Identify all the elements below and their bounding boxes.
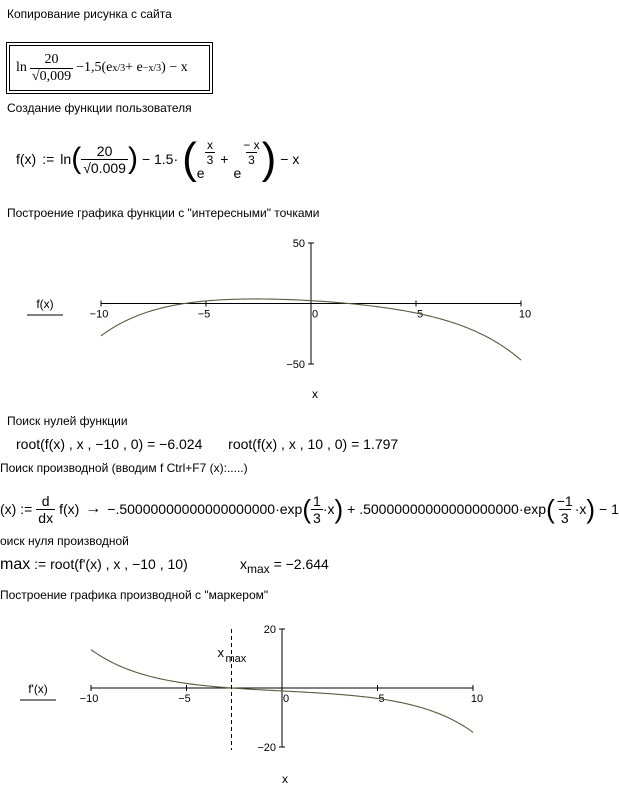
formula-part-1: −1,5(e: [76, 60, 113, 75]
deriv-lhs: (x) :=: [0, 501, 33, 517]
arrow-symbol: →: [85, 500, 102, 517]
xmax-result[interactable]: [240, 556, 329, 576]
deriv-x1: ·x: [322, 501, 335, 517]
derivative-expression[interactable]: (x) := $\frac{d}{dx}$ f(x) → −.50000000000000000000·exp ( $\frac{1}{3}$ ·x ) + .50000000000000000000·exp ( $\frac{-1}{3}$ ·x ) − 1: [0, 492, 619, 526]
def-plus: +: [220, 151, 229, 167]
zeros-heading: Поиск нулей функции: [7, 414, 128, 428]
exp2-den: 3: [248, 152, 255, 167]
exp2-num: − x: [243, 137, 260, 152]
xmax-assignment[interactable]: [0, 556, 188, 574]
x-axis-label: x: [312, 387, 318, 401]
derivative-plot[interactable]: [0, 615, 608, 789]
x-tick-label: 5: [378, 693, 385, 705]
formula-numerator: 20: [44, 51, 59, 67]
formula-exp-2: −x/3: [142, 62, 162, 74]
x-tick-label: 0: [282, 693, 290, 705]
roots-line[interactable]: [16, 436, 398, 452]
x-tick-label: −5: [178, 693, 191, 705]
x-axis-label: x: [282, 772, 288, 786]
deriv-x2: ·x: [574, 501, 587, 517]
root1-expr: root(f(x) , x , −10 , 0): [16, 436, 144, 452]
deriv-coef1: −.50000000000000000000·exp: [107, 501, 303, 517]
x-tick-label: −5: [197, 308, 211, 321]
y-tick-label: −20: [257, 742, 276, 754]
def-coef: − 1.5·: [141, 151, 179, 167]
deriv-heading: Поиск производной (вводим f Ctrl+F7 (x):.....): [0, 461, 248, 475]
deriv-zero-heading: оиск нуля производной: [0, 534, 129, 548]
exp-base-2: e: [233, 164, 242, 181]
f2-den: 3: [560, 509, 569, 526]
x-tick-label: 10: [470, 693, 484, 705]
def-numerator: 20: [96, 142, 113, 159]
def-tail: − x: [280, 151, 300, 167]
root1-result: = −6.024: [147, 436, 203, 452]
xmax-x: x: [240, 556, 247, 572]
x-tick-label: −10: [79, 693, 99, 705]
f1-num: 1: [313, 492, 321, 509]
xmax-sub: max: [247, 561, 270, 576]
root2-result: = 1.797: [351, 436, 399, 452]
user-func-heading: Создание функции пользователя: [7, 101, 192, 115]
deriv-tail: − 1: [599, 501, 619, 517]
formula-plus: + e: [125, 60, 143, 75]
y-tick-label: −50: [286, 359, 305, 371]
deriv-coef2: + .50000000000000000000·exp: [347, 501, 547, 517]
exp1-num: x: [206, 137, 213, 152]
x-tick-label: −10: [89, 308, 109, 321]
formula-denominator: 0,009: [39, 68, 72, 84]
root2-expr: root(f(x) , x , 10 , 0): [228, 436, 348, 452]
y-tick-label: 20: [263, 624, 276, 636]
copied-formula-image: ln $\frac{20}{√0,009}$ −1,5(e x/3 + e −x/3 ) − x: [6, 42, 213, 94]
formula-exp-1: x/3: [112, 62, 126, 74]
f2-num: −1: [556, 492, 573, 509]
y-axis-label: f'(x): [28, 682, 48, 696]
x-tick-label: 5: [416, 308, 424, 321]
marker-label-sub: max: [225, 653, 247, 665]
function-definition[interactable]: f(x) := ln ( $\frac{20}{√0.009}$ ) − 1.5· ( e $\frac{x}{3}$ + e $\frac{- x}{3}$ ) − x: [16, 134, 300, 183]
y-tick-label: 50: [292, 238, 305, 250]
formula-part-2: ) − x: [161, 60, 188, 75]
f1-den: 3: [313, 509, 321, 526]
xmax-expr: := root(f'(x) , x , −10 , 10): [34, 556, 188, 572]
copy-heading: Копирование рисунка с сайта: [7, 7, 172, 21]
ln-text: ln: [60, 151, 72, 167]
ln-text: ln: [16, 60, 27, 75]
fx-lhs: f(x): [16, 151, 37, 167]
xmax-value: = −2.644: [273, 556, 329, 572]
exp-base-1: e: [196, 164, 205, 181]
plot2-heading: Построение графика производной с "маркером": [0, 588, 269, 602]
x-tick-label: 0: [311, 308, 319, 321]
function-plot[interactable]: [0, 230, 608, 410]
d-den: dx: [38, 509, 54, 526]
x-tick-label: 10: [518, 308, 532, 321]
xmax-lhs: max: [0, 556, 31, 573]
def-denominator: 0.009: [90, 159, 126, 176]
deriv-fx: f(x): [59, 501, 80, 517]
d-num: d: [41, 492, 50, 509]
marker-label: x: [217, 645, 224, 660]
y-axis-label: f(x): [36, 297, 54, 311]
assign-op: :=: [42, 151, 55, 167]
plot1-heading: Построение графика функции с "интересными" точками: [7, 206, 320, 220]
exp1-den: 3: [206, 152, 214, 167]
